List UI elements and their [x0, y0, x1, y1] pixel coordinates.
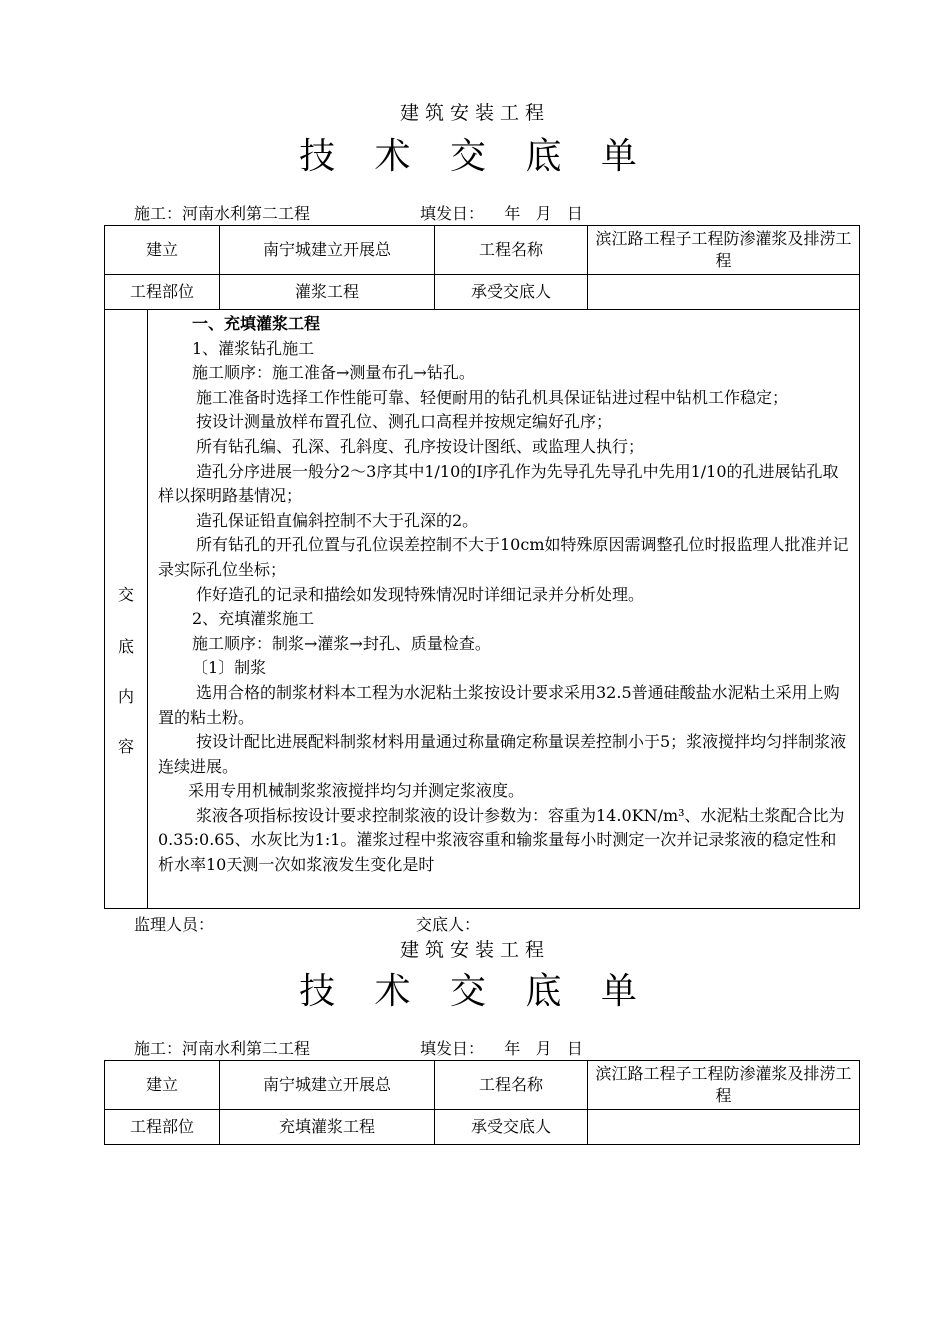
paragraph: 所有钻孔的开孔位置与孔位误差控制不大于10cm如特殊原因需调整孔位时报监理人批准并记录实际孔位坐标； — [158, 535, 849, 579]
doc-subtitle: 建筑安装工程 — [399, 939, 550, 961]
paragraph: 作好造孔的记录和描绘如发现特殊情况时详细记录并分析处理。 — [196, 584, 645, 604]
paragraph: 按设计测量放样布置孔位、测孔口高程并按规定编好孔序； — [196, 412, 613, 432]
disclosure-content — [158, 312, 852, 878]
subsection-heading: 2、充填灌浆施工 — [192, 609, 315, 629]
issue-date: 填发日： 年 月 日 — [420, 204, 583, 223]
side-label-column — [105, 310, 148, 908]
side-label-char: 交 — [117, 585, 134, 604]
paragraph: 浆液各项指标按设计要求控制浆液的设计参数为：容重为14.0KN/m³、水泥粘土浆配合比为0.35:0.65、水灰比为1:1。灌浆过程中浆液容重和输浆量每小时测定一次并记录浆液的稳定性和析水率10天测一次如浆液发生变化是时 — [158, 805, 845, 875]
discloser-label: 交底人： — [416, 915, 481, 934]
section-heading: 一、充填灌浆工程 — [192, 314, 321, 333]
side-label-char: 底 — [117, 637, 134, 656]
subsection-heading: 1、灌浆钻孔施工 — [192, 338, 315, 358]
label-project-name: 工程名称 — [435, 226, 588, 275]
side-label-char: 容 — [117, 737, 134, 756]
paragraph: 采用专用机械制浆浆液搅拌均匀并测定浆液度。 — [188, 781, 525, 801]
label-recipient: 承受交底人 — [435, 1110, 588, 1145]
header-table — [104, 1060, 860, 1145]
label-recipient: 承受交底人 — [435, 275, 588, 310]
paragraph: 所有钻孔编、孔深、孔斜度、孔序按设计图纸、或监理人执行； — [196, 436, 645, 456]
issue-date: 填发日： 年 月 日 — [420, 1039, 583, 1058]
paragraph: 造孔保证铅直偏斜控制不大于孔深的2。 — [196, 510, 479, 530]
paragraph: 施工准备时选择工作性能可靠、轻便耐用的钻孔机具保证钻进过程中钻机工作稳定； — [196, 387, 789, 407]
disclosure-content-box — [104, 310, 860, 909]
label-supervision: 建立 — [105, 1061, 220, 1110]
value-recipient — [588, 1110, 860, 1145]
paragraph: 选用合格的制浆材料本工程为水泥粘土浆按设计要求采用32.5普通硅酸盐水泥粘土采用上购置的粘土粉。 — [158, 682, 840, 727]
construction-unit: 施工：河南水利第二工程 — [134, 204, 311, 223]
value-project-part: 充填灌浆工程 — [220, 1110, 435, 1145]
paragraph: 施工顺序：施工准备→测量布孔→钻孔。 — [192, 363, 475, 383]
construction-unit: 施工：河南水利第二工程 — [134, 1039, 311, 1058]
value-recipient — [588, 275, 860, 310]
label-project-part: 工程部位 — [105, 275, 220, 310]
doc-subtitle: 建筑安装工程 — [399, 102, 550, 124]
value-project-name: 滨江路工程子工程防渗灌浆及排涝工程 — [588, 1061, 860, 1110]
side-label-char: 内 — [117, 687, 134, 706]
value-project-part: 灌浆工程 — [220, 275, 435, 310]
value-supervision: 南宁城建立开展总 — [220, 226, 435, 275]
doc-title: 技 术 交 底 单 — [299, 136, 651, 177]
label-supervision: 建立 — [105, 226, 220, 275]
label-project-name: 工程名称 — [435, 1061, 588, 1110]
paragraph: 造孔分序进展一般分2～3序其中1/10的Ⅰ序孔作为先导孔先导孔中先用1/10的孔进展钻孔取样以探明路基情况； — [158, 461, 839, 506]
value-project-name: 滨江路工程子工程防渗灌浆及排涝工程 — [588, 226, 860, 275]
paragraph: 施工顺序：制浆→灌浆→封孔、质量检查。 — [192, 633, 491, 653]
value-supervision: 南宁城建立开展总 — [220, 1061, 435, 1110]
doc-title: 技 术 交 底 单 — [299, 971, 651, 1012]
subsection-heading: 〔1〕制浆 — [192, 658, 267, 678]
label-project-part: 工程部位 — [105, 1110, 220, 1145]
header-table — [104, 225, 860, 310]
supervisor-label: 监理人员： — [134, 915, 215, 934]
paragraph: 按设计配比进展配料制浆材料用量通过称量确定称量误差控制小于5；浆液搅拌均匀拌制浆液连续进展。 — [158, 732, 847, 776]
